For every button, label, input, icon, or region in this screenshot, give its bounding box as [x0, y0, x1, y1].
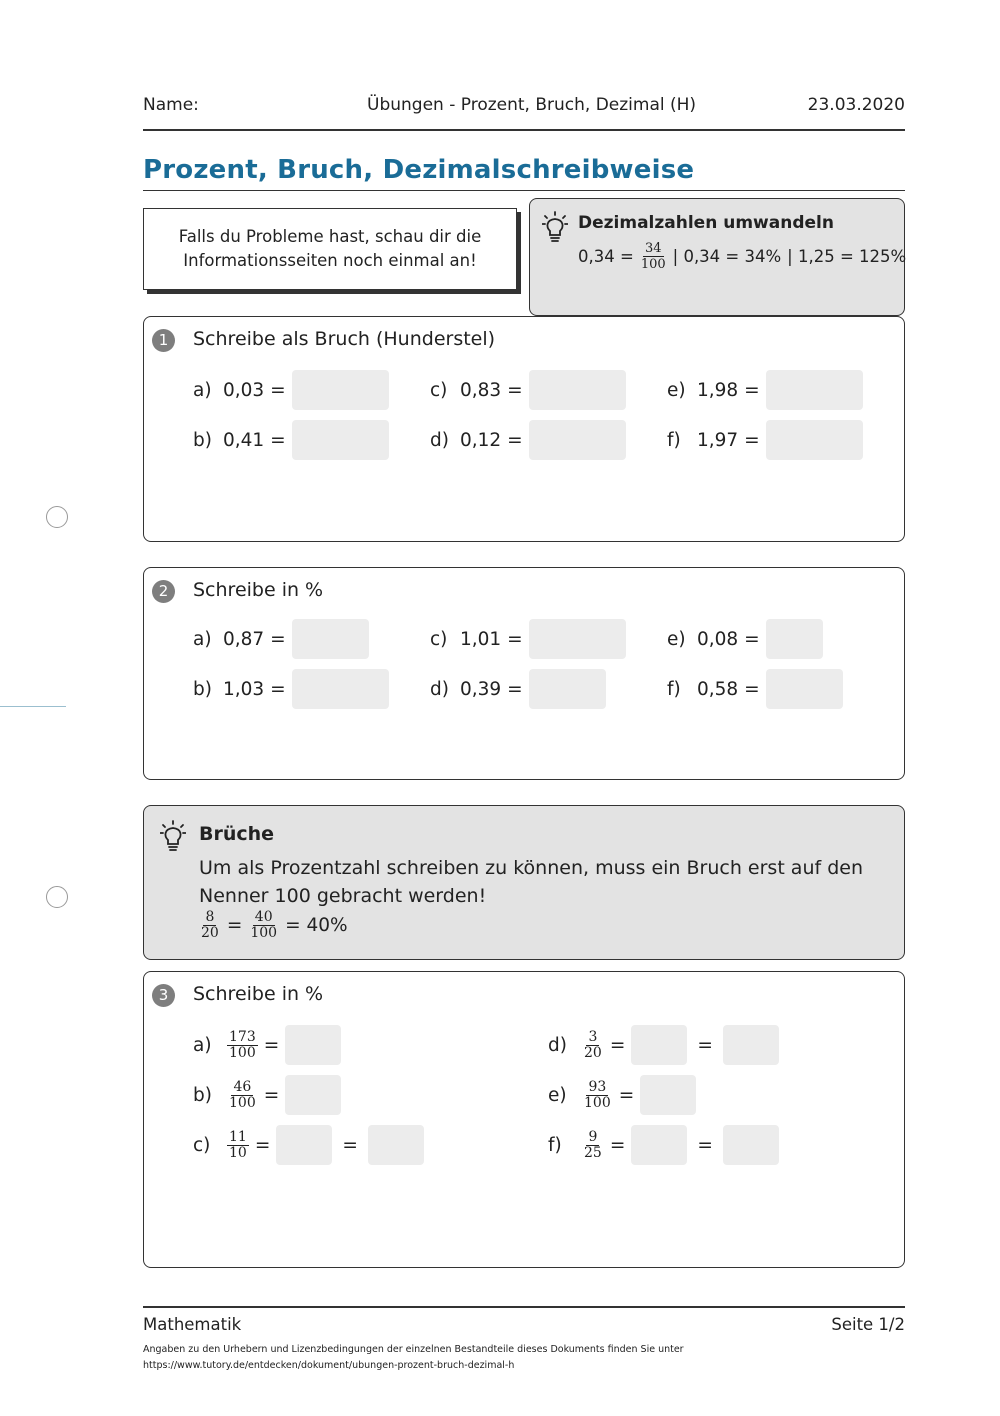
answer-field[interactable] — [292, 370, 389, 410]
info-title: Brüche — [199, 823, 275, 845]
example-text: | 1,25 = 125% — [787, 247, 907, 266]
document-title: Übungen - Prozent, Bruch, Dezimal (H) — [367, 95, 697, 115]
exercise-item: a) $\frac{173}{100}$ = — [193, 1025, 341, 1065]
fold-mark — [0, 706, 66, 707]
answer-field[interactable] — [368, 1125, 424, 1165]
exercise-item: a) 0,03 = — [193, 370, 389, 410]
name-label: Name: — [143, 95, 199, 115]
answer-field[interactable] — [640, 1075, 696, 1115]
exercise-item: a) 0,87 = — [193, 619, 369, 659]
exercise-item: b) 1,03 = — [193, 669, 389, 709]
answer-field[interactable] — [723, 1025, 779, 1065]
answer-field[interactable] — [292, 420, 389, 460]
answer-field[interactable] — [529, 669, 606, 709]
answer-field[interactable] — [631, 1125, 687, 1165]
exercise-item: e) 1,98 = — [667, 370, 863, 410]
exercise-item: f) 1,97 = — [667, 420, 863, 460]
answer-field[interactable] — [292, 669, 389, 709]
exercise-item: d) 0,12 = — [430, 420, 626, 460]
answer-field[interactable] — [766, 420, 863, 460]
footer-subject: Mathematik — [143, 1315, 242, 1334]
exercise-item: b) 0,41 = — [193, 420, 389, 460]
footer-divider — [143, 1306, 905, 1308]
exercise-item: d) 0,39 = — [430, 669, 606, 709]
title-divider — [143, 190, 905, 191]
fraction: $\frac{9}{25}$ — [584, 1128, 602, 1161]
task-3 — [143, 971, 905, 1268]
answer-field[interactable] — [529, 619, 626, 659]
task-2 — [143, 567, 905, 780]
footer-license-link[interactable]: https://www.tutory.de/entdecken/dokument/ubungen-prozent-bruch-dezimal-h — [143, 1360, 515, 1371]
answer-field[interactable] — [529, 370, 626, 410]
info-example — [578, 241, 906, 272]
answer-field[interactable] — [285, 1075, 341, 1115]
info-title: Dezimalzahlen umwandeln — [578, 213, 834, 233]
fraction: $\frac{93}{100}$ — [584, 1078, 611, 1111]
answer-field[interactable] — [766, 370, 863, 410]
fraction: $\frac{46}{100}$ — [229, 1078, 256, 1111]
answer-field[interactable] — [276, 1125, 332, 1165]
page-title: Prozent, Bruch, Dezimalschreibweise — [143, 155, 695, 185]
example-text: | 0,34 = 34% — [672, 247, 782, 266]
task-number-badge: 2 — [152, 580, 175, 603]
exercise-item: e) 0,08 = — [667, 619, 823, 659]
footer-page-number: Seite 1/2 — [831, 1315, 905, 1334]
footer-license-text: Angaben zu den Urhebern und Lizenzbedingungen der einzelnen Bestandteile dieses Dokuments finden Sie unter — [143, 1344, 684, 1355]
info-text: Nenner 100 gebracht werden! — [199, 885, 487, 907]
task-title: Schreibe in % — [193, 983, 324, 1005]
lightbulb-icon — [542, 211, 568, 243]
document-date: 23.03.2020 — [807, 95, 905, 115]
info-text: Um als Prozentzahl schreiben zu können, muss ein Bruch erst auf den — [199, 857, 864, 879]
punch-hole-circle — [46, 506, 68, 528]
fraction: $\frac{173}{100}$ — [229, 1028, 256, 1061]
task-1 — [143, 316, 905, 542]
fraction: $\frac{8}{20}$ — [201, 909, 219, 941]
exercise-item: e) $\frac{93}{100}$ = — [548, 1075, 696, 1115]
hint-line: Falls du Probleme hast, schau dir die — [178, 227, 482, 246]
exercise-item: c) $\frac{11}{10}$ = = — [193, 1125, 424, 1165]
example-text: 0,34 = — [578, 247, 634, 266]
task-number-badge: 3 — [152, 984, 175, 1007]
info-box-decimals — [529, 198, 905, 316]
hint-box — [143, 208, 517, 290]
task-number-badge: 1 — [152, 329, 175, 352]
info-example: $\frac{8}{20}$ = $\frac{40}{100}$ = 40% — [201, 909, 348, 941]
hint-line: Informationsseiten noch einmal an! — [183, 251, 477, 270]
answer-field[interactable] — [723, 1125, 779, 1165]
answer-field[interactable] — [292, 619, 369, 659]
answer-field[interactable] — [631, 1025, 687, 1065]
punch-hole-circle — [46, 886, 68, 908]
exercise-item: d) $\frac{3}{20}$ = = — [548, 1025, 779, 1065]
answer-field[interactable] — [766, 669, 843, 709]
exercise-item: b) $\frac{46}{100}$ = — [193, 1075, 341, 1115]
task-title: Schreibe in % — [193, 579, 324, 601]
fraction: $\frac{34}{100}$ — [640, 241, 666, 272]
info-box-fractions — [143, 805, 905, 960]
fraction: $\frac{40}{100}$ — [250, 909, 278, 941]
task-title: Schreibe als Bruch (Hunderstel) — [193, 328, 496, 350]
fraction: $\frac{3}{20}$ — [584, 1028, 602, 1061]
lightbulb-icon — [160, 820, 186, 852]
exercise-item: f) 0,58 = — [667, 669, 843, 709]
answer-field[interactable] — [529, 420, 626, 460]
exercise-item: c) 1,01 = — [430, 619, 626, 659]
fraction: $\frac{11}{10}$ — [229, 1128, 247, 1161]
exercise-item: f) $\frac{9}{25}$ = = — [548, 1125, 779, 1165]
answer-field[interactable] — [285, 1025, 341, 1065]
answer-field[interactable] — [766, 619, 823, 659]
header-divider — [143, 129, 905, 131]
exercise-item: c) 0,83 = — [430, 370, 626, 410]
